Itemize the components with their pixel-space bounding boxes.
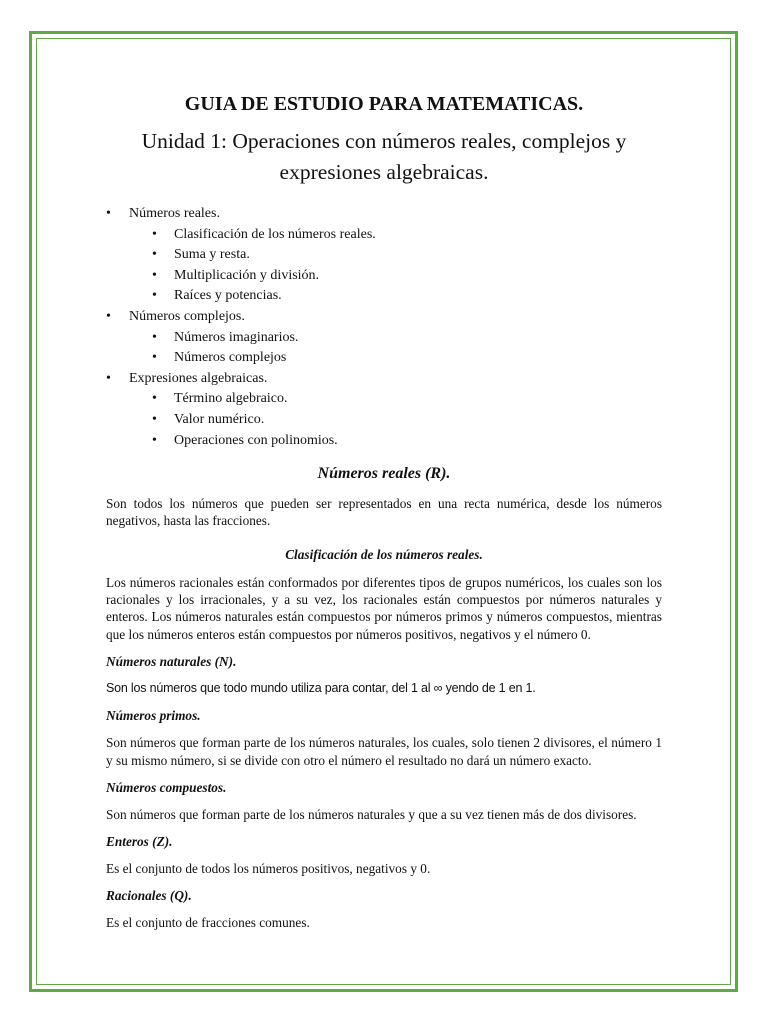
term-heading-naturales: Números naturales (N). xyxy=(106,653,237,669)
outline-sublist xyxy=(129,225,662,307)
outline-subitem: • Suma y resta. xyxy=(129,245,662,266)
outline-item xyxy=(106,369,662,451)
outline-item xyxy=(106,307,662,369)
term-heading-primos: Números primos. xyxy=(106,708,201,724)
outline-subitem: • Multiplicación y división. xyxy=(129,266,662,287)
unit-subtitle: Unidad 1: Operaciones con números reales, complejos y expresiones algebraicas. xyxy=(141,129,627,184)
outline-subitem: • Raíces y potencias. xyxy=(129,286,662,307)
term-text-racionales: Es el conjunto de fracciones comunes. xyxy=(106,915,310,931)
term-heading-compuestos: Números compuestos. xyxy=(106,779,227,795)
section-heading: Números reales (R). xyxy=(317,465,451,483)
term-text-naturales: Son los números que todo mundo utiliza para contar, del 1 al ∞ yendo de 1 en 1. xyxy=(106,680,536,695)
section-intro-paragraph: Son todos los números que pueden ser representados en una recta numérica, desde los números negativos, hasta las fracciones. xyxy=(106,496,662,529)
classification-paragraph: Los números racionales están conformados por diferentes tipos de grupos numéricos, los cuales son los racionales y los irracionales, y a su vez, los racionales están compuestos por números naturales y enteros. Los números naturales están compuestos por números primos y números compuestos, mientras que los números enteros están compuestos por números positivos, negativos y el número 0. xyxy=(106,574,662,642)
outline-subitem: • Término algebraico. xyxy=(129,389,662,410)
document-title: GUIA DE ESTUDIO PARA MATEMATICAS. xyxy=(184,93,584,115)
outline-item-label: Números complejos. xyxy=(129,308,245,324)
outline-subitem: • Clasificación de los números reales. xyxy=(129,225,662,246)
term-heading-racionales: Racionales (Q). xyxy=(106,888,192,904)
outline-subitem: • Valor numérico. xyxy=(129,410,662,431)
outline-subitem: • Números complejos xyxy=(129,348,662,369)
outline-subitem: • Números imaginarios. xyxy=(129,328,662,349)
document-body xyxy=(106,90,662,932)
topic-outline xyxy=(106,204,662,451)
outline-item xyxy=(106,204,662,307)
term-text-enteros: Es el conjunto de todos los números positivos, negativos y 0. xyxy=(106,861,431,877)
outline-sublist xyxy=(129,389,662,451)
outline-sublist xyxy=(129,328,662,369)
outline-item-label: Expresiones algebraicas. xyxy=(129,370,268,386)
term-text-primos: Son números que forman parte de los números naturales, los cuales, solo tienen 2 divisores, el número 1 y su mismo número, si se divide con otro el número el resultado no dará un número exacto. xyxy=(106,735,662,768)
term-text-compuestos: Son números que forman parte de los números naturales y que a su vez tienen más de dos divisores. xyxy=(106,806,637,822)
outline-subitem: • Operaciones con polinomios. xyxy=(129,431,662,452)
classification-heading: Clasificación de los números reales. xyxy=(285,546,483,562)
term-heading-enteros: Enteros (Z). xyxy=(106,834,173,850)
outline-item-label: Números reales. xyxy=(129,206,220,221)
